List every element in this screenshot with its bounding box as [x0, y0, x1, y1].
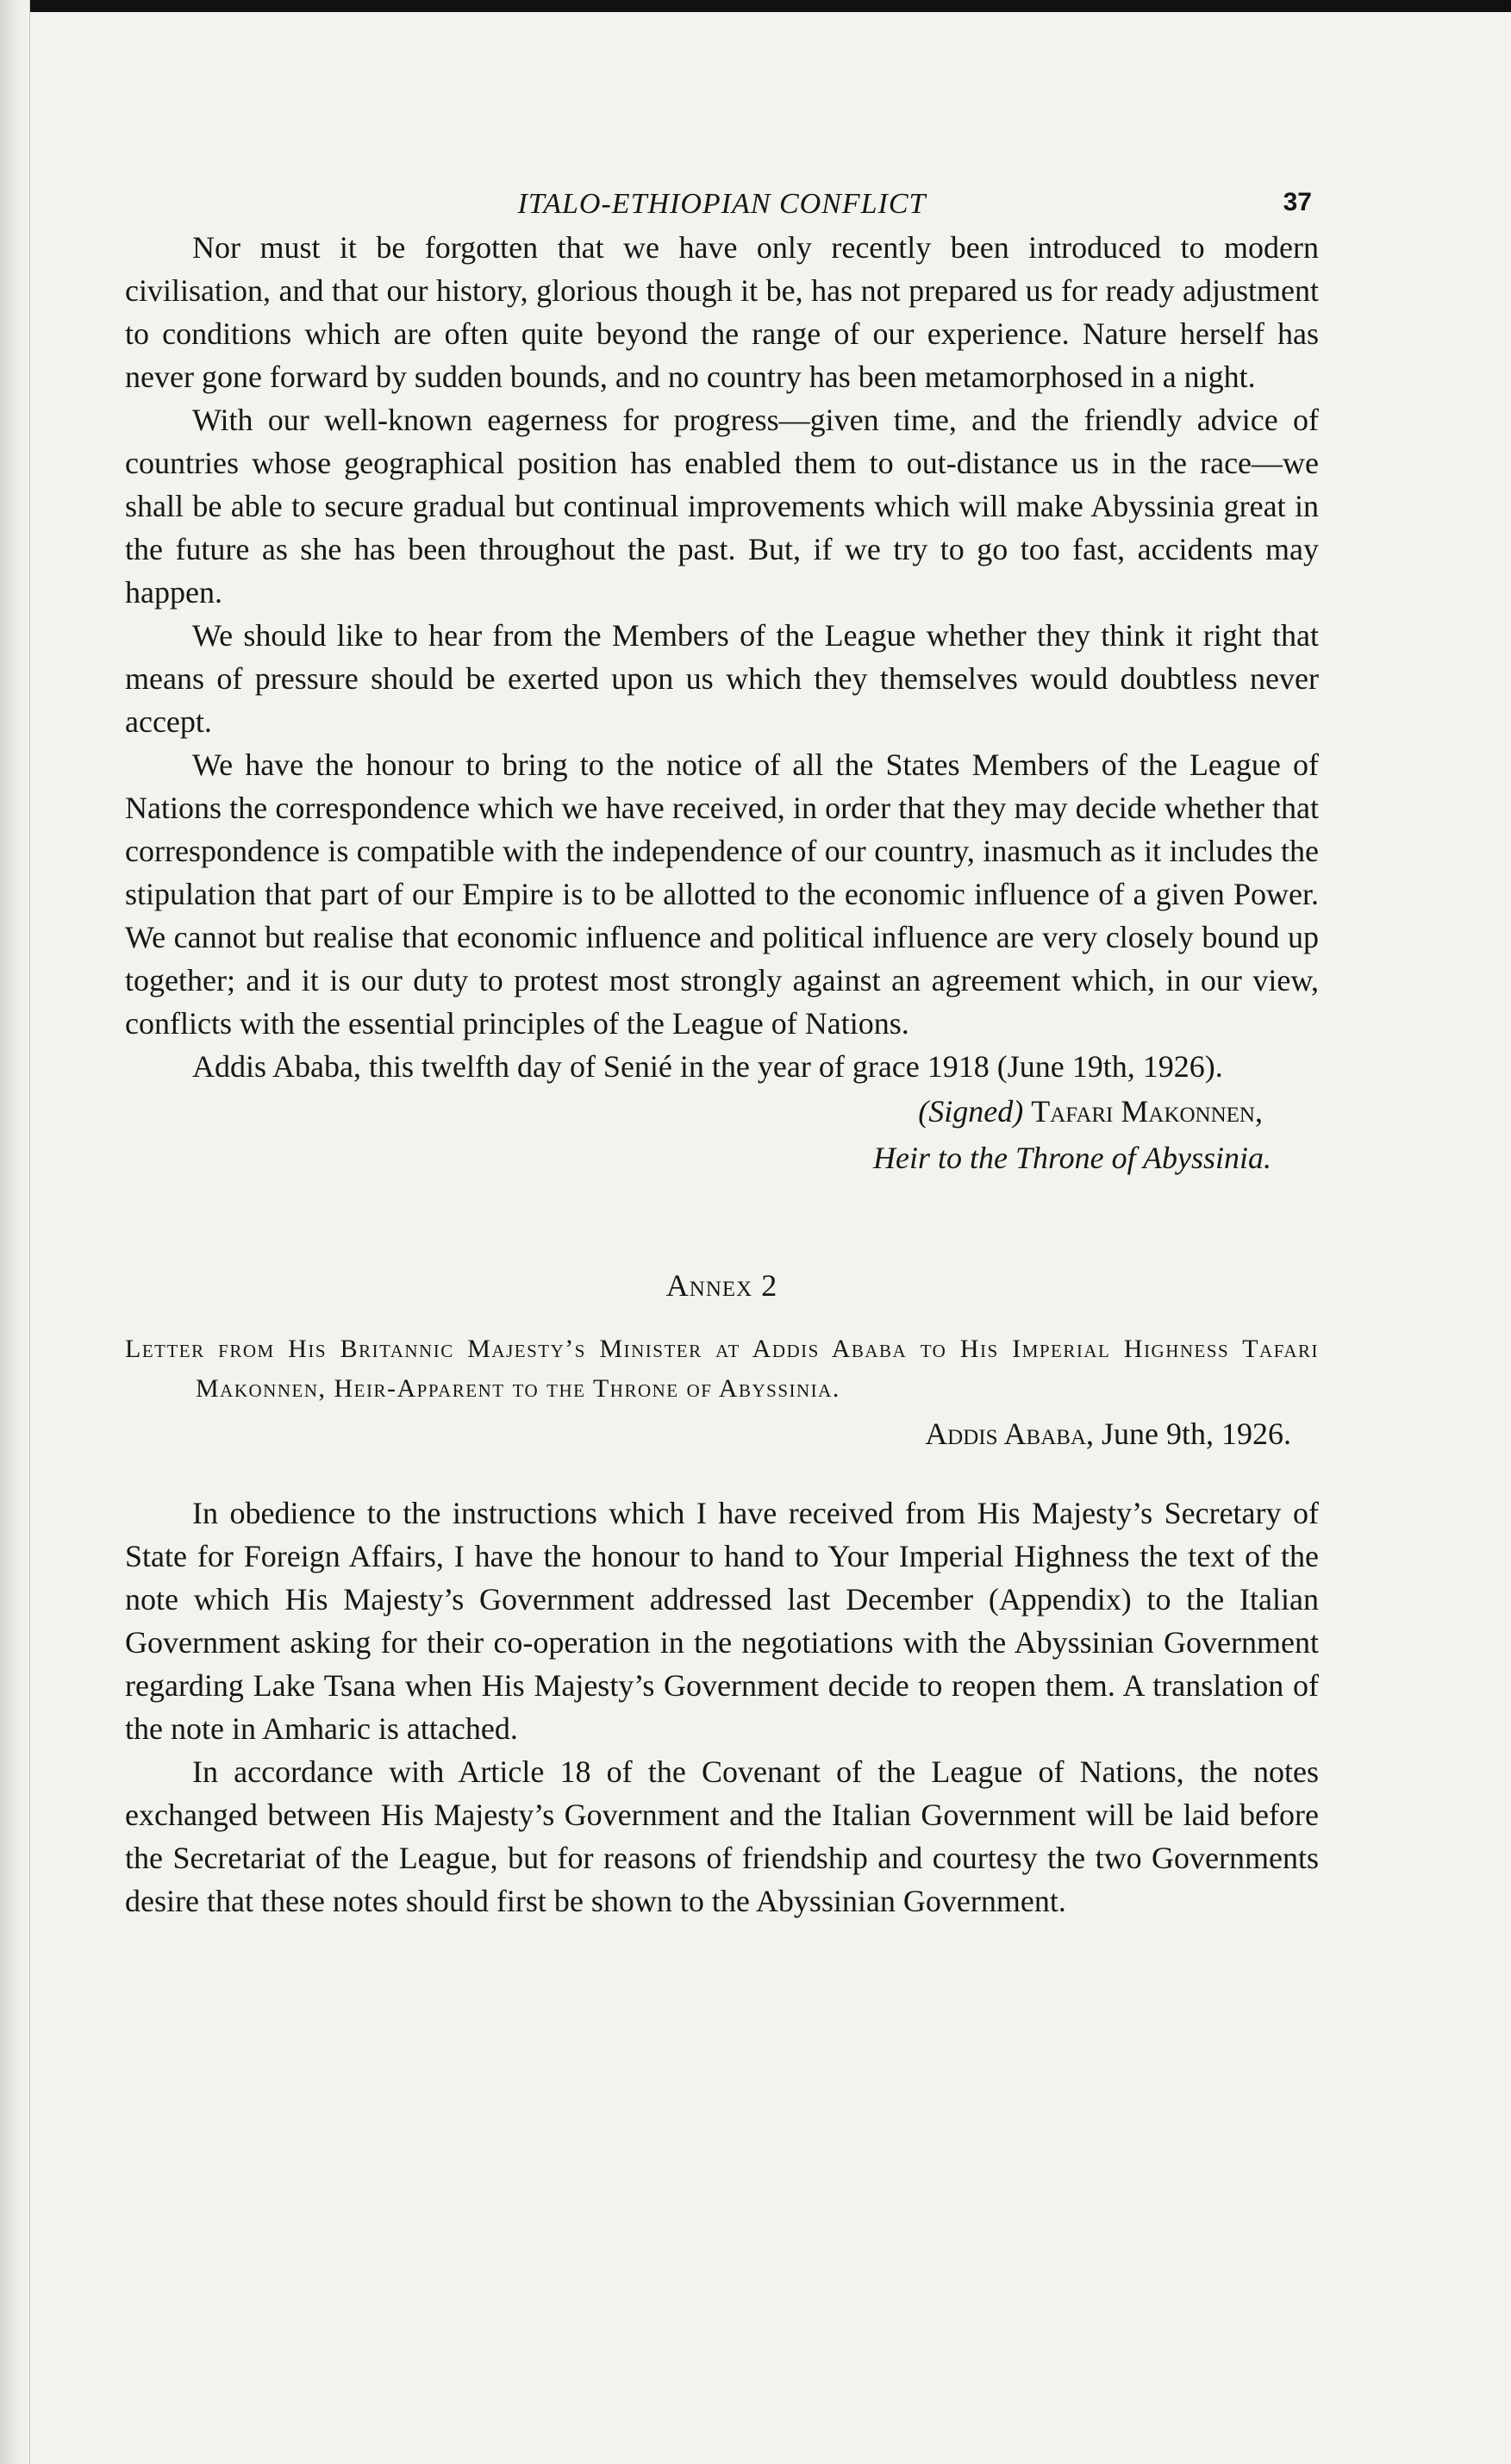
- dateline-place: Addis Ababa,: [925, 1416, 1094, 1451]
- signed-label: (Signed): [918, 1094, 1024, 1129]
- annex-letter-heading: Letter from His Britannic Majesty’s Minister at Addis Ababa to His Imperial Highness Tafari Makonnen, Heir-Apparent to the Throne of Abyssinia.: [125, 1335, 1319, 1403]
- dateline-date: June 9th, 1926.: [1102, 1416, 1291, 1451]
- scan-top-edge: [0, 0, 1511, 12]
- annex-dateline: [125, 1412, 1319, 1455]
- running-head-title: ITALO-ETHIOPIAN CONFLICT: [517, 188, 927, 220]
- body-paragraph: With our well-known eagerness for progress—given time, and the friendly advice of countries whose geographical position has enabled them to out-distance us in the race—we shall be able to secure gradual but continual improvements which will make Abyssinia great in the future as she has been throughout the past. But, if we try to go too fast, accidents may happen.: [125, 403, 1319, 610]
- document-page: [125, 164, 1319, 1923]
- signatory-name: Tafari Makonnen,: [1031, 1094, 1263, 1129]
- body-paragraph: We have the honour to bring to the notice of all the States Members of the League of Nations the correspondence which we have received, in order that they may decide whether that correspondence is compatible with the independence of our country, inasmuch as it includes the stipulation that part of our Empire is to be allotted to the economic influence of a given Power. We cannot but realise that economic influence and political influence are very closely bound up together; and it is our duty to protest most strongly against an agreement which, in our view, conflicts with the essential principles of the League of Nations.: [125, 747, 1319, 1041]
- signature-line: [125, 1088, 1271, 1135]
- signatory-title: Heir to the Throne of Abyssinia.: [873, 1141, 1271, 1175]
- annex-paragraph: In obedience to the instructions which I have received from His Majesty’s Secretary of State for Foreign Affairs, I have the honour to hand to Your Imperial Highness the text of the note which His Majesty’s Government addressed last December (Appendix) to the Italian Government asking for their co-operation in the negotiations with the Abyssinian Government regarding Lake Tsana when His Majesty’s Government decide to reopen them. A translation of the note in Amharic is attached.: [125, 1496, 1319, 1746]
- body-paragraph: Addis Ababa, this twelfth day of Senié in the year of grace 1918 (June 19th, 1926).: [192, 1049, 1223, 1084]
- annex-body: [125, 1492, 1319, 1923]
- running-head: [125, 164, 1319, 220]
- letter-body: [125, 226, 1319, 1088]
- body-paragraph: We should like to hear from the Members of the League whether they think it right that means of pressure should be exerted upon us which they themselves would doubtless never accept.: [125, 618, 1319, 739]
- signature-block: [125, 1088, 1319, 1181]
- annex-heading: Annex 2: [665, 1268, 778, 1303]
- body-paragraph: Nor must it be forgotten that we have only recently been introduced to modern civilisation, and that our history, glorious though it be, has not prepared us for ready adjustment to conditions which are often quite beyond the range of our experience. Nature herself has never gone forward by sudden bounds, and no country has been metamorphosed in a night.: [125, 230, 1319, 394]
- page-number: 37: [1283, 188, 1312, 216]
- annex-paragraph: In accordance with Article 18 of the Covenant of the League of Nations, the notes exchanged between His Majesty’s Government and the Italian Government will be laid before the Secretariat of the League, but for reasons of friendship and courtesy the two Governments desire that these notes should first be shown to the Abyssinian Government.: [125, 1754, 1319, 1918]
- scan-left-edge: [0, 0, 30, 2464]
